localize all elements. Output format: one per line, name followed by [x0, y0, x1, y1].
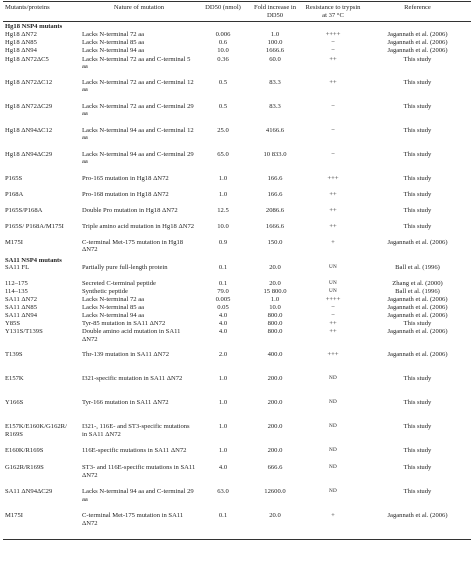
- mutant-cell: 114–135: [5, 288, 28, 295]
- reference-cell: This study: [403, 320, 432, 327]
- resistance-cell: ++: [329, 320, 337, 327]
- dd50-cell: 10.0: [217, 46, 229, 54]
- nature-cell: Thr-139 mutation in SA11 ΔN72: [82, 351, 170, 358]
- mutant-cell: SA11 FL: [5, 264, 30, 271]
- nature-cell: Lacks N-terminal 94 aa and C-terminal 29 aa: [82, 488, 194, 503]
- table-row: [3, 47, 471, 56]
- reference-cell: This study: [403, 375, 432, 382]
- table-row: [3, 175, 471, 191]
- nature-cell: Lacks N-terminal 72 aa and C-terminal 12 aa: [82, 78, 194, 93]
- fold-cell: 800.0: [267, 328, 283, 335]
- reference-cell: Ball et al. (1996): [395, 264, 440, 271]
- mutant-cell: SA11 ΔN94: [5, 312, 38, 319]
- nature-cell: Triple amino acid mutation in Hg18 ΔN72: [82, 222, 195, 230]
- reference-cell: Jagannath et al. (2006): [387, 351, 448, 358]
- table-row: [3, 512, 471, 539]
- dd50-cell: 1.0: [218, 190, 228, 198]
- resistance-cell: ND: [329, 375, 337, 381]
- table-body: [3, 22, 471, 540]
- fold-cell: 20.0: [269, 264, 281, 271]
- nature-cell: Lacks N-terminal 94 aa and C-terminal 29 aa: [82, 150, 194, 165]
- reference-cell: This study: [403, 126, 432, 134]
- fold-cell: 200.0: [267, 423, 283, 430]
- table-row: [3, 304, 471, 312]
- dd50-cell: 4.0: [218, 312, 228, 319]
- dd50-cell: 63.0: [217, 488, 229, 495]
- mutant-cell: SA11 ΔN72: [5, 296, 38, 303]
- header-nature: Nature of mutation: [80, 2, 198, 22]
- resistance-cell: ND: [329, 447, 337, 453]
- table-row: [3, 280, 471, 288]
- resistance-cell: −: [331, 312, 335, 319]
- fold-cell: 60.0: [269, 55, 281, 63]
- reference-cell: Jagannath et al. (2006): [364, 512, 471, 539]
- dd50-cell: 1.0: [218, 447, 228, 454]
- nature-cell: Secreted C-terminal peptide: [82, 280, 156, 287]
- dd50-cell: 65.0: [217, 150, 229, 158]
- dd50-cell: 1.0: [218, 375, 228, 382]
- header-resistance: Resistance to trypsin at 37 °C: [302, 2, 364, 22]
- table-row: [3, 151, 471, 175]
- nature-cell: 116E-specific mutations in SA11 ΔN72: [82, 447, 187, 454]
- table-row: [3, 239, 471, 256]
- table-row: [3, 207, 471, 223]
- nature-cell: Lacks N-terminal 72 aa and C-terminal 5 aa: [82, 55, 191, 70]
- mutant-cell: E157K/E160K/G162R/ R169S: [5, 423, 67, 438]
- table-row: [3, 351, 471, 375]
- dd50-cell: 25.0: [217, 126, 229, 134]
- table-row: [3, 320, 471, 328]
- nature-cell: ST3- and 116E-specific mutations in SA11 ΔN72: [82, 464, 196, 479]
- resistance-cell: UN: [329, 264, 337, 270]
- nature-cell: Lacks N-terminal 72 aa: [82, 296, 145, 303]
- mutant-cell: SA11 ΔN94ΔC29: [5, 488, 53, 495]
- nature-cell: I321-, 116E- and ST3-specific mutations in SA11 ΔN72: [82, 423, 190, 438]
- resistance-cell: +: [302, 512, 364, 539]
- reference-cell: Jagannath et al. (2006): [387, 30, 448, 38]
- mutant-cell: P168A: [5, 190, 24, 198]
- nature-cell: I321-specific mutation in SA11 ΔN72: [82, 375, 183, 382]
- mutant-cell: 112–175: [5, 280, 28, 287]
- mutant-cell: P165S/ P168A/M175I: [5, 222, 64, 230]
- mutant-cell: Hg18 ΔN94ΔC12: [5, 126, 53, 134]
- nature-cell: Tyr-166 mutation in SA11 ΔN72: [82, 399, 169, 406]
- reference-cell: This study: [403, 78, 432, 86]
- resistance-cell: −: [331, 38, 335, 46]
- fold-cell: 1.0: [270, 30, 280, 38]
- mutant-cell: Hg18 ΔN72: [5, 30, 37, 38]
- resistance-cell: ++++: [325, 296, 341, 303]
- table-row: [3, 31, 471, 39]
- mutant-cell: G162R/R169S: [5, 464, 44, 471]
- reference-cell: Zhang et al. (2000): [392, 280, 443, 287]
- dd50-cell: 0.05: [217, 304, 229, 311]
- fold-cell: 83.3: [269, 102, 281, 110]
- mutant-cell: E157K: [5, 375, 24, 382]
- mutant-cell: Hg18 ΔN72ΔC29: [5, 102, 53, 110]
- resistance-cell: UN: [329, 288, 337, 294]
- mutant-cell: Hg18 ΔN94: [5, 46, 37, 54]
- reference-cell: Jagannath et al. (2006): [387, 46, 448, 54]
- resistance-cell: ++: [329, 206, 337, 214]
- fold-cell: 1.0: [270, 296, 280, 303]
- reference-cell: This study: [403, 174, 432, 182]
- resistance-cell: ++: [329, 78, 337, 86]
- reference-cell: This study: [403, 447, 432, 454]
- resistance-cell: −: [331, 126, 335, 134]
- resistance-cell: −: [331, 304, 335, 311]
- fold-cell: 1666.6: [265, 222, 285, 230]
- resistance-cell: ND: [329, 399, 337, 405]
- dd50-cell: 1.0: [218, 399, 228, 406]
- reference-cell: Jagannath et al. (2006): [387, 238, 448, 246]
- nature-cell: Lacks N-terminal 72 aa: [82, 30, 145, 38]
- reference-cell: Jagannath et al. (2006): [387, 296, 448, 303]
- dd50-cell: 0.1: [218, 280, 228, 287]
- dd50-cell: 0.1: [198, 512, 248, 539]
- resistance-cell: ND: [329, 464, 337, 470]
- header-dd50: DD50 (nmol): [198, 2, 248, 22]
- section-title: Hg18 NSP4 mutants: [5, 23, 63, 30]
- table-row: [3, 191, 471, 207]
- reference-cell: This study: [403, 102, 432, 110]
- table-row: [3, 312, 471, 320]
- fold-cell: 12600.0: [264, 488, 286, 495]
- reference-cell: This study: [403, 423, 432, 430]
- table-row: [3, 423, 471, 447]
- dd50-cell: 12.5: [217, 206, 229, 214]
- mutant-cell: Y85S: [5, 320, 21, 327]
- table-row: [3, 79, 471, 103]
- mutant-cell: SA11 ΔN85: [5, 304, 38, 311]
- resistance-cell: ++: [329, 55, 337, 63]
- fold-cell: 10 833.0: [263, 150, 287, 158]
- fold-cell: 200.0: [267, 399, 283, 406]
- table-row: [3, 488, 471, 512]
- reference-cell: This study: [403, 190, 432, 198]
- section-row: [3, 22, 471, 31]
- nature-cell: Lacks N-terminal 94 aa and C-terminal 12 aa: [82, 126, 194, 141]
- nature-cell: Lacks N-terminal 94 aa: [82, 46, 145, 54]
- reference-cell: This study: [403, 222, 432, 230]
- header-reference: Reference: [364, 2, 471, 22]
- resistance-cell: −: [331, 102, 335, 110]
- dd50-cell: 0.6: [218, 38, 228, 46]
- dd50-cell: 10.0: [217, 222, 229, 230]
- header-mutants: Mutants/proteins: [3, 2, 80, 22]
- fold-cell: 166.6: [267, 174, 283, 182]
- mutant-cell: Hg18 ΔN94ΔC29: [5, 150, 53, 158]
- dd50-cell: 1.0: [218, 174, 228, 182]
- reference-cell: This study: [403, 55, 432, 63]
- dd50-cell: 0.1: [218, 264, 228, 271]
- fold-cell: 200.0: [267, 447, 283, 454]
- resistance-cell: −: [331, 46, 335, 54]
- fold-cell: 666.6: [267, 464, 283, 471]
- table-row: [3, 264, 471, 280]
- mutant-cell: P165S: [5, 174, 23, 182]
- nature-cell: Pro-168 mutation in Hg18 ΔN72: [82, 190, 169, 198]
- section-row: [3, 256, 471, 265]
- nature-cell: Partially pure full-length protein: [82, 264, 168, 271]
- table-row: [3, 127, 471, 151]
- resistance-cell: ND: [329, 488, 337, 494]
- reference-cell: This study: [403, 488, 432, 495]
- nature-cell: Lacks N-terminal 85 aa: [82, 38, 145, 46]
- reference-cell: Jagannath et al. (2006): [387, 304, 448, 311]
- dd50-cell: 0.36: [217, 55, 229, 63]
- reference-cell: This study: [403, 150, 432, 158]
- reference-cell: This study: [403, 206, 432, 214]
- table-row: [3, 447, 471, 464]
- dd50-cell: 4.0: [218, 464, 228, 471]
- resistance-cell: ++: [329, 328, 337, 335]
- table-row: [3, 103, 471, 127]
- table-row: [3, 56, 471, 79]
- table-row: [3, 399, 471, 423]
- fold-cell: 20.0: [269, 280, 281, 287]
- nature-cell: Synthetic peptide: [82, 288, 128, 295]
- reference-cell: Jagannath et al. (2006): [387, 38, 448, 46]
- fold-cell: 83.3: [269, 78, 281, 86]
- reference-cell: Ball et al. (1996): [395, 288, 440, 295]
- dd50-cell: 79.0: [217, 288, 229, 295]
- nature-cell: Double Pro mutation in Hg18 ΔN72: [82, 206, 178, 214]
- table-row: [3, 328, 471, 351]
- nature-cell: C-terminal Met-175 mutation in Hg18 ΔN72: [82, 238, 184, 253]
- nature-cell: Double amino acid mutation in SA11 ΔN72: [82, 328, 181, 343]
- mutant-cell: Hg18 ΔN85: [5, 38, 37, 46]
- mutant-cell: E160K/R169S: [5, 447, 44, 454]
- nature-cell: Tyr-85 mutation in SA11 ΔN72: [82, 320, 166, 327]
- resistance-cell: ND: [329, 423, 337, 429]
- mutant-cell: Y166S: [5, 399, 24, 406]
- mutant-cell: Hg18 ΔN72ΔC5: [5, 55, 49, 63]
- fold-cell: 10.0: [269, 304, 281, 311]
- header-fold: Fold increase in DD50: [248, 2, 302, 22]
- dd50-cell: 1.0: [218, 423, 228, 430]
- nature-cell: Lacks N-terminal 85 aa: [82, 304, 145, 311]
- dd50-cell: 0.005: [215, 296, 231, 303]
- fold-cell: 400.0: [267, 351, 283, 358]
- dd50-cell: 0.5: [218, 78, 228, 86]
- resistance-cell: +: [331, 238, 335, 246]
- table-row: [3, 223, 471, 239]
- fold-cell: 800.0: [267, 320, 283, 327]
- table-row: [3, 288, 471, 296]
- dd50-cell: 0.5: [218, 102, 228, 110]
- reference-cell: Jagannath et al. (2006): [387, 312, 448, 319]
- table-row: [3, 39, 471, 47]
- fold-cell: 150.0: [267, 238, 283, 246]
- nature-cell: C-terminal Met-175 mutation in SA11 ΔN72: [80, 512, 198, 539]
- dd50-cell: 2.0: [218, 351, 228, 358]
- fold-cell: 100.0: [267, 38, 283, 46]
- table-row: [3, 464, 471, 488]
- resistance-cell: ++: [329, 222, 337, 230]
- mutant-cell: T139S: [5, 351, 23, 358]
- fold-cell: 2086.6: [265, 206, 285, 214]
- resistance-cell: ++: [329, 190, 337, 198]
- mutant-cell: M175I: [5, 238, 23, 246]
- reference-cell: This study: [403, 399, 432, 406]
- mutants-table: [3, 1, 471, 540]
- table-row: [3, 375, 471, 399]
- table-row: [3, 296, 471, 304]
- resistance-cell: −: [331, 150, 335, 158]
- dd50-cell: 4.0: [218, 328, 228, 335]
- fold-cell: 200.0: [267, 375, 283, 382]
- mutant-cell: Y131S/T139S: [5, 328, 43, 335]
- fold-cell: 20.0: [248, 512, 302, 539]
- resistance-cell: UN: [329, 280, 337, 286]
- fold-cell: 4166.6: [265, 126, 285, 134]
- mutant-cell: M175I: [3, 512, 80, 539]
- nature-cell: Lacks N-terminal 94 aa: [82, 312, 145, 319]
- dd50-cell: 4.0: [218, 320, 228, 327]
- section-title: SA11 NSP4 mutants: [5, 256, 62, 264]
- nature-cell: Lacks N-terminal 72 aa and C-terminal 29 aa: [82, 102, 194, 117]
- header-row: [3, 2, 471, 22]
- mutant-cell: P165S/P168A: [5, 206, 43, 214]
- dd50-cell: 0.9: [218, 238, 228, 246]
- fold-cell: 1666.6: [265, 46, 285, 54]
- nature-cell: Pro-165 mutation in Hg18 ΔN72: [82, 174, 169, 182]
- fold-cell: 800.0: [267, 312, 283, 319]
- fold-cell: 15 800.0: [263, 288, 287, 295]
- reference-cell: Jagannath et al. (2006): [387, 328, 448, 335]
- resistance-cell: +++: [327, 174, 339, 182]
- mutant-cell: Hg18 ΔN72ΔC12: [5, 78, 53, 86]
- reference-cell: This study: [403, 464, 432, 471]
- dd50-cell: 0.006: [215, 30, 231, 38]
- resistance-cell: +++: [327, 351, 339, 358]
- fold-cell: 166.6: [267, 190, 283, 198]
- resistance-cell: ++++: [325, 30, 341, 38]
